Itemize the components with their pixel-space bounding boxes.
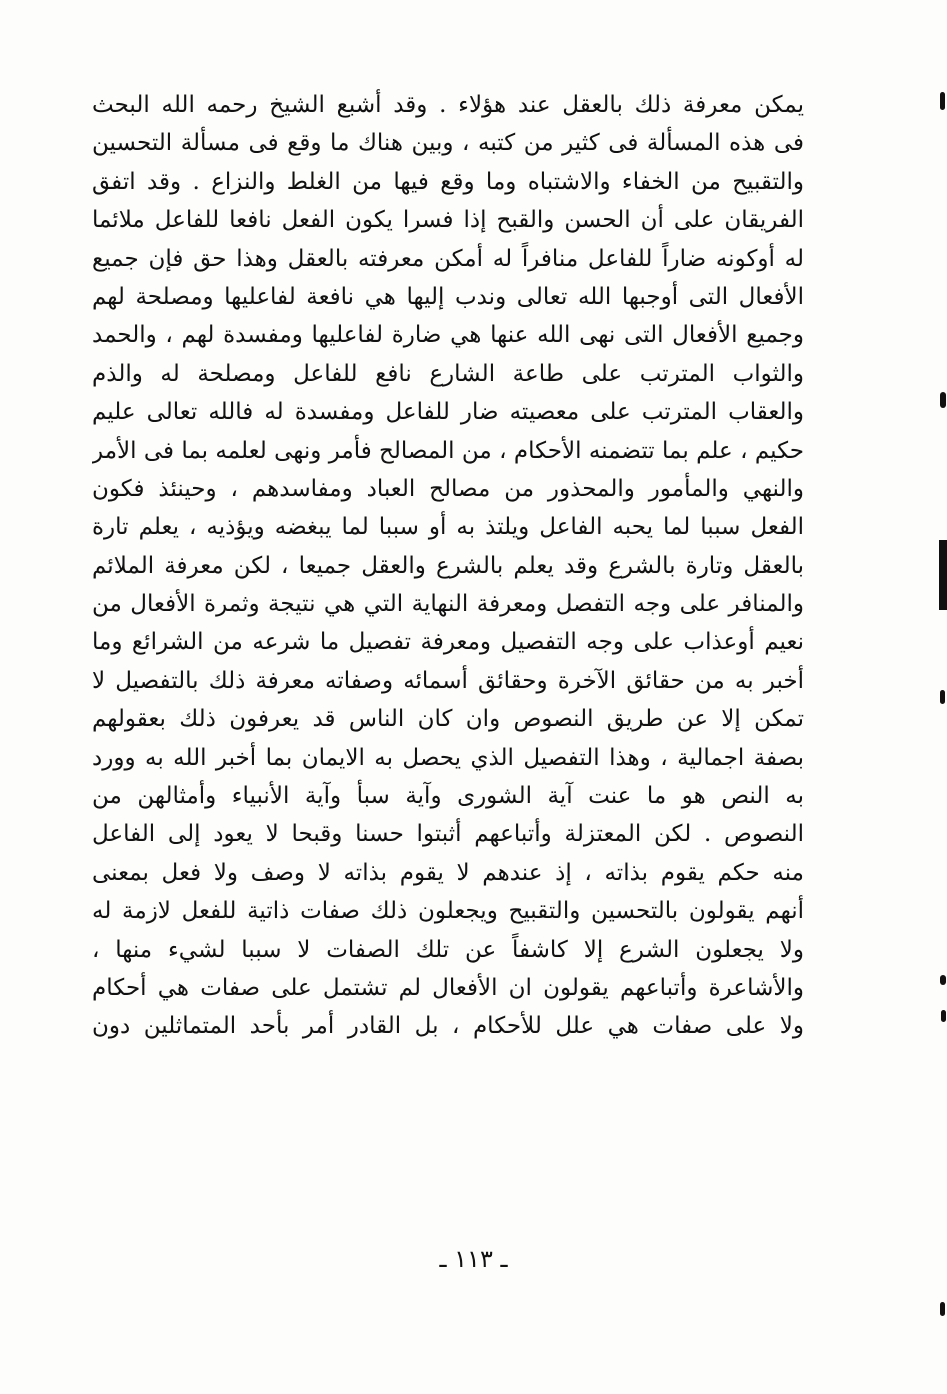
text-line: النصوص . لكن المعتزلة وأتباعهم أثبتوا حسنا وقبحا لا يعود إلى الفاعل: [92, 821, 804, 848]
text-line: الفعل سببا لما يحبه الفاعل ويلتذ به أو سببا لما يبغضه ويؤذيه ، يعلم تارة: [92, 514, 804, 541]
body-text: [92, 86, 804, 1046]
text-line: به النص هو ما عنت آية الشورى وآية سبأ وآية الأنبياء وأمثالهن من: [92, 783, 804, 810]
text-line: منه حكم يقوم بذاته ، إذ عندهم لا يقوم بذاته لا وصف ولا فعل بمعنى: [92, 859, 804, 886]
text-line: والتقبيح من الخفاء والاشتباه وما وقع فيها من الغلط والنزاع . وقد اتفق: [92, 168, 804, 195]
text-line: ولا يجعلون الشرع إلا كاشفاً عن تلك الصفات لا سببا لشيء منها ،: [92, 936, 804, 963]
text-line: والأشاعرة وأتباعهم يقولون ان الأفعال لم تشتمل على صفات هي أحكام: [92, 974, 804, 1001]
text-line: نعيم أوعذاب على وجه التفصيل ومعرفة تفصيل ما شرعه من الشرائع وما: [92, 629, 804, 656]
text-line: والثواب المترتب على طاعة الشارع نافع للفاعل ومصلحة له والذم: [92, 360, 804, 387]
text-line: وجميع الأفعال التى نهى الله عنها هي ضارة لفاعليها ومفسدة لهم ، والحمد: [92, 322, 804, 349]
scan-mark: [939, 540, 947, 610]
text-line: أنهم يقولون بالتحسين والتقبيح ويجعلون ذلك صفات ذاتية للفعل لازمة له: [92, 898, 804, 925]
text-line: تمكن إلا عن طريق النصوص وان كان الناس قد يعرفون ذلك بعقولهم: [92, 706, 804, 733]
text-line: حكيم ، علم بما تتضمنه الأحكام ، من المصالح فأمر ونهى لعلمه بما فى الأمر: [92, 437, 804, 464]
scan-mark: [940, 92, 945, 110]
text-line: والعقاب المترتب على معصيته ضار للفاعل ومفسدة له فالله تعالى عليم: [92, 399, 804, 426]
text-line: ولا على صفات هي علل للأحكام ، بل القادر أمر بأحد المتماثلين دون: [92, 1013, 804, 1040]
scan-mark: [940, 1302, 945, 1316]
page-number: ـ ١١٣ ـ: [439, 1245, 508, 1273]
text-line: فى هذه المسألة فى كثير من كتبه ، وبين هناك ما وقع فى مسألة التحسين: [92, 130, 804, 157]
text-line: يمكن معرفة ذلك بالعقل عند هؤلاء . وقد أشبع الشيخ رحمه الله البحث: [92, 92, 804, 118]
scan-mark: [940, 975, 946, 985]
text-line: بالعقل وتارة بالشرع وقد يعلم بالشرع والعقل جميعا ، لكن معرفة الملائم: [92, 552, 804, 579]
text-line: الفريقان على أن الحسن والقبح إذا فسرا يكون الفعل نافعا للفاعل ملائما: [92, 207, 804, 234]
text-line: بصفة اجمالية ، وهذا التفصيل الذي يحصل به الايمان بما أخبر الله به وورد: [92, 744, 804, 771]
text-line: أخبر به من حقائق الآخرة وحقائق أسمائه وصفاته معرفة ذلك بالتفصيل لا: [92, 667, 804, 694]
scan-mark: [940, 392, 946, 408]
text-line: له أوكونه ضاراً للفاعل منافراً له أمكن معرفته بالعقل وهذا حق فإن جميع: [92, 245, 804, 272]
scan-mark: [941, 1010, 946, 1022]
scan-mark: [940, 690, 945, 704]
text-line: الأفعال التى أوجبها الله تعالى وندب إليها هي نافعة لفاعليها ومصلحة لهم: [92, 283, 804, 310]
text-line: والنهي والمأمور والمحذور من مصالح العباد ومفاسدهم ، وحينئذ فكون: [92, 475, 804, 502]
text-line: والمنافر على وجه التفصل ومعرفة النهاية التي هي نتيجة وثمرة الأفعال من: [92, 591, 804, 618]
